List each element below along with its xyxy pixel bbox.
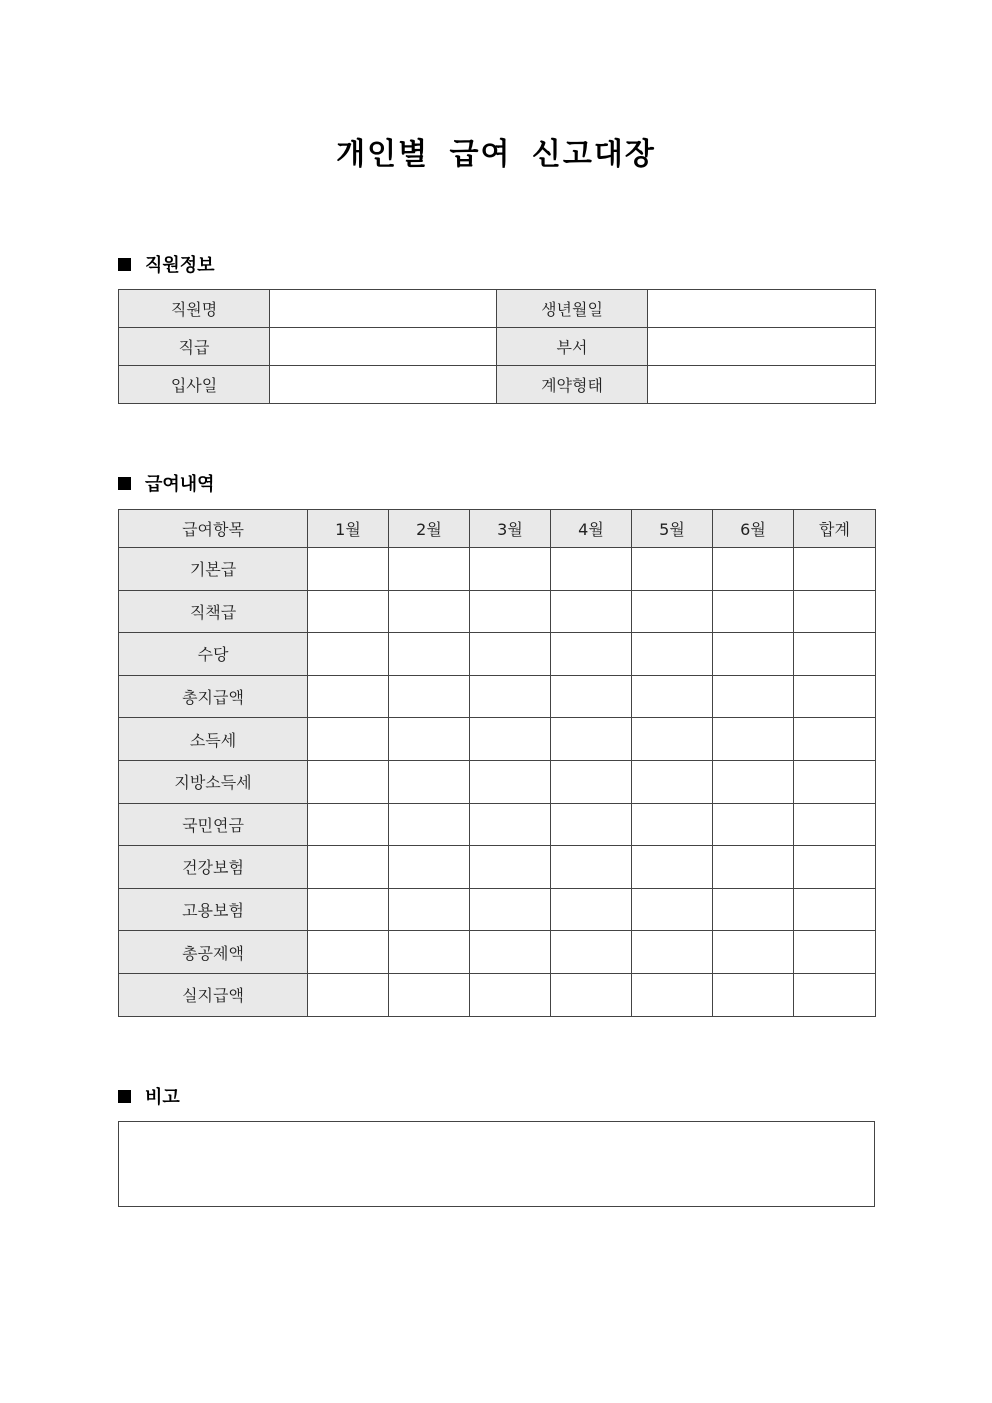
payroll-value-cell[interactable] <box>308 675 389 718</box>
payroll-value-cell[interactable] <box>389 846 470 889</box>
payroll-value-cell[interactable] <box>632 548 713 591</box>
payroll-item-label: 국민연금 <box>119 803 308 846</box>
column-header-apr: 4월 <box>551 510 632 548</box>
table-header-row <box>119 510 876 548</box>
payroll-item-label: 직책급 <box>119 590 308 633</box>
column-header-jan: 1월 <box>308 510 389 548</box>
payroll-value-cell[interactable] <box>713 931 794 974</box>
payroll-value-cell[interactable] <box>794 846 876 889</box>
payroll-value-cell[interactable] <box>632 718 713 761</box>
table-row <box>119 548 876 591</box>
payroll-value-cell[interactable] <box>713 633 794 676</box>
payroll-value-cell[interactable] <box>713 973 794 1016</box>
payroll-value-cell[interactable] <box>551 760 632 803</box>
notes-heading-label: 비고 <box>145 1087 180 1108</box>
payroll-value-cell[interactable] <box>713 548 794 591</box>
column-header-may: 5월 <box>632 510 713 548</box>
table-row <box>119 290 876 328</box>
department-field[interactable] <box>648 328 876 366</box>
table-row <box>119 760 876 803</box>
payroll-value-cell[interactable] <box>794 633 876 676</box>
payroll-value-cell[interactable] <box>389 973 470 1016</box>
payroll-value-cell[interactable] <box>794 931 876 974</box>
payroll-value-cell[interactable] <box>389 888 470 931</box>
payroll-value-cell[interactable] <box>389 548 470 591</box>
payroll-value-cell[interactable] <box>389 760 470 803</box>
table-row <box>119 846 876 889</box>
payroll-item-label: 총공제액 <box>119 931 308 974</box>
payroll-value-cell[interactable] <box>551 888 632 931</box>
payroll-value-cell[interactable] <box>713 803 794 846</box>
payroll-value-cell[interactable] <box>632 973 713 1016</box>
payroll-value-cell[interactable] <box>794 675 876 718</box>
payroll-value-cell[interactable] <box>470 973 551 1016</box>
square-bullet-icon <box>118 258 131 271</box>
table-row <box>119 803 876 846</box>
payroll-value-cell[interactable] <box>551 675 632 718</box>
payroll-value-cell[interactable] <box>389 718 470 761</box>
square-bullet-icon <box>118 477 131 490</box>
payroll-value-cell[interactable] <box>551 803 632 846</box>
department-label: 부서 <box>497 328 648 366</box>
payroll-item-label: 고용보험 <box>119 888 308 931</box>
payroll-table <box>118 509 876 1017</box>
payroll-value-cell[interactable] <box>713 888 794 931</box>
payroll-value-cell[interactable] <box>308 931 389 974</box>
payroll-value-cell[interactable] <box>632 590 713 633</box>
payroll-value-cell[interactable] <box>632 803 713 846</box>
payroll-value-cell[interactable] <box>470 931 551 974</box>
employee-info-table <box>118 289 876 404</box>
payroll-value-cell[interactable] <box>308 718 389 761</box>
payroll-value-cell[interactable] <box>713 760 794 803</box>
payroll-value-cell[interactable] <box>632 633 713 676</box>
contract-type-label: 계약형태 <box>497 366 648 404</box>
payroll-value-cell[interactable] <box>389 590 470 633</box>
employee-name-field[interactable] <box>270 290 497 328</box>
payroll-value-cell[interactable] <box>794 973 876 1016</box>
column-header-mar: 3월 <box>470 510 551 548</box>
contract-type-field[interactable] <box>648 366 876 404</box>
payroll-value-cell[interactable] <box>308 846 389 889</box>
payroll-value-cell[interactable] <box>470 760 551 803</box>
payroll-item-label: 지방소득세 <box>119 760 308 803</box>
payroll-value-cell[interactable] <box>308 590 389 633</box>
hire-date-label: 입사일 <box>119 366 270 404</box>
payroll-value-cell[interactable] <box>551 718 632 761</box>
payroll-value-cell[interactable] <box>632 888 713 931</box>
payroll-value-cell[interactable] <box>794 803 876 846</box>
payroll-value-cell[interactable] <box>308 888 389 931</box>
payroll-value-cell[interactable] <box>632 931 713 974</box>
table-row <box>119 973 876 1016</box>
payroll-value-cell[interactable] <box>308 548 389 591</box>
column-header-total: 합계 <box>794 510 876 548</box>
payroll-value-cell[interactable] <box>308 803 389 846</box>
payroll-value-cell[interactable] <box>389 633 470 676</box>
employee-info-heading-label: 직원정보 <box>145 255 215 276</box>
employee-name-label: 직원명 <box>119 290 270 328</box>
birth-date-label: 생년월일 <box>497 290 648 328</box>
payroll-value-cell[interactable] <box>389 803 470 846</box>
payroll-value-cell[interactable] <box>551 846 632 889</box>
payroll-value-cell[interactable] <box>713 846 794 889</box>
payroll-value-cell[interactable] <box>794 718 876 761</box>
payroll-value-cell[interactable] <box>308 760 389 803</box>
payroll-value-cell[interactable] <box>713 675 794 718</box>
payroll-value-cell[interactable] <box>794 888 876 931</box>
document-title: 개인별 급여 신고대장 <box>336 137 656 172</box>
payroll-value-cell[interactable] <box>794 548 876 591</box>
payroll-value-cell[interactable] <box>713 590 794 633</box>
table-row <box>119 888 876 931</box>
payroll-value-cell[interactable] <box>470 888 551 931</box>
payroll-value-cell[interactable] <box>470 803 551 846</box>
payroll-value-cell[interactable] <box>470 675 551 718</box>
notes-heading <box>118 1082 180 1110</box>
birth-date-field[interactable] <box>648 290 876 328</box>
notes-field[interactable] <box>118 1121 875 1207</box>
square-bullet-icon <box>118 1090 131 1103</box>
payroll-value-cell[interactable] <box>470 718 551 761</box>
column-header-feb: 2월 <box>389 510 470 548</box>
hire-date-field[interactable] <box>270 366 497 404</box>
payroll-value-cell[interactable] <box>632 760 713 803</box>
payroll-item-label: 총지급액 <box>119 675 308 718</box>
payroll-value-cell[interactable] <box>470 633 551 676</box>
position-label: 직급 <box>119 328 270 366</box>
payroll-value-cell[interactable] <box>632 846 713 889</box>
table-row <box>119 590 876 633</box>
payroll-value-cell[interactable] <box>713 718 794 761</box>
payroll-value-cell[interactable] <box>794 760 876 803</box>
table-row <box>119 718 876 761</box>
column-header-item: 급여항목 <box>119 510 308 548</box>
table-row <box>119 675 876 718</box>
payroll-item-label: 실지급액 <box>119 973 308 1016</box>
payroll-item-label: 기본급 <box>119 548 308 591</box>
position-field[interactable] <box>270 328 497 366</box>
payroll-value-cell[interactable] <box>551 973 632 1016</box>
payroll-heading <box>118 469 215 497</box>
payroll-value-cell[interactable] <box>308 973 389 1016</box>
payroll-value-cell[interactable] <box>551 633 632 676</box>
table-row <box>119 931 876 974</box>
table-row <box>119 633 876 676</box>
payroll-value-cell[interactable] <box>551 590 632 633</box>
payroll-value-cell[interactable] <box>470 846 551 889</box>
payroll-value-cell[interactable] <box>389 675 470 718</box>
payroll-item-label: 수당 <box>119 633 308 676</box>
payroll-value-cell[interactable] <box>632 675 713 718</box>
payroll-value-cell[interactable] <box>389 931 470 974</box>
payroll-value-cell[interactable] <box>551 548 632 591</box>
payroll-item-label: 소득세 <box>119 718 308 761</box>
table-row <box>119 366 876 404</box>
payroll-value-cell[interactable] <box>470 548 551 591</box>
employee-info-heading <box>118 250 215 278</box>
column-header-jun: 6월 <box>713 510 794 548</box>
payroll-heading-label: 급여내역 <box>145 474 215 495</box>
payroll-value-cell[interactable] <box>794 590 876 633</box>
payroll-item-label: 건강보험 <box>119 846 308 889</box>
payroll-value-cell[interactable] <box>308 633 389 676</box>
payroll-value-cell[interactable] <box>470 590 551 633</box>
table-row <box>119 328 876 366</box>
payroll-value-cell[interactable] <box>551 931 632 974</box>
